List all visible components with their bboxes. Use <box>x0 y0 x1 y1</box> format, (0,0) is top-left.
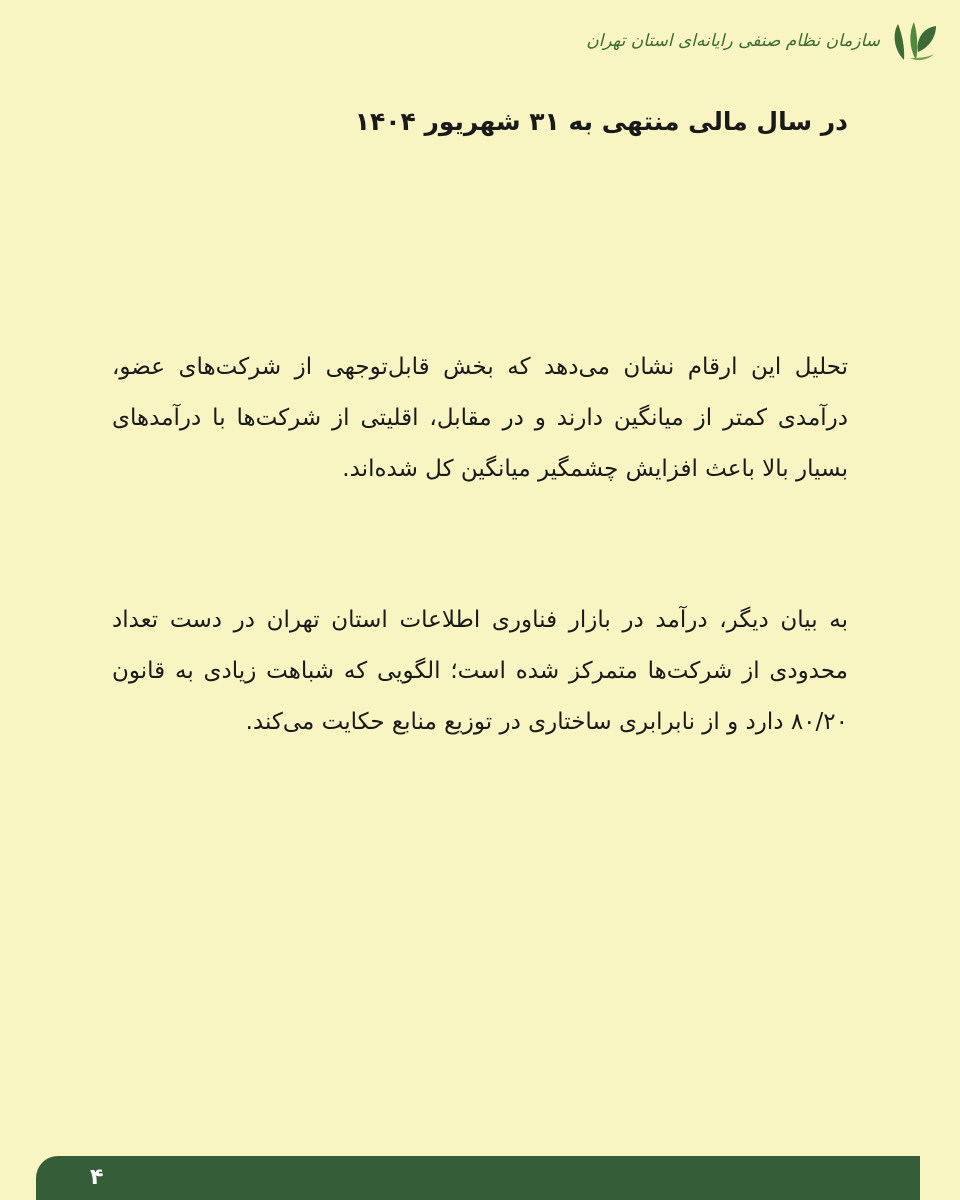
page-number: ۴ <box>90 1165 104 1190</box>
paragraph-1: تحلیل این ارقام نشان می‌دهد که بخش قابل‌توجهی از شرکت‌های عضو، درآمدی کمتر از میانگین دارند و در مقابل، اقلیتی از شرکت‌ها با درآمدهای بسیار بالا باعث افزایش چشمگیر میانگین کل شده‌اند. <box>112 354 848 482</box>
org-name: سازمان نظام صنفی رایانه‌ای استان تهران <box>586 31 880 51</box>
footer-bar <box>36 1156 920 1200</box>
leaf-logo-icon <box>890 18 940 64</box>
paragraph-2: به بیان دیگر، درآمد در بازار فناوری اطلاعات استان تهران در دست تعداد محدودی از شرکت‌ها متمرکز شده است؛ الگویی که شباهت زیادی به قانون ۸۰/۲۰ دارد و از نابرابری ساختاری در توزیع منابع حکایت می‌کند. <box>112 607 848 735</box>
header <box>586 18 940 64</box>
page-title: در سال مالی منتهی به ۳۱ شهریور ۱۴۰۴ <box>354 107 848 136</box>
